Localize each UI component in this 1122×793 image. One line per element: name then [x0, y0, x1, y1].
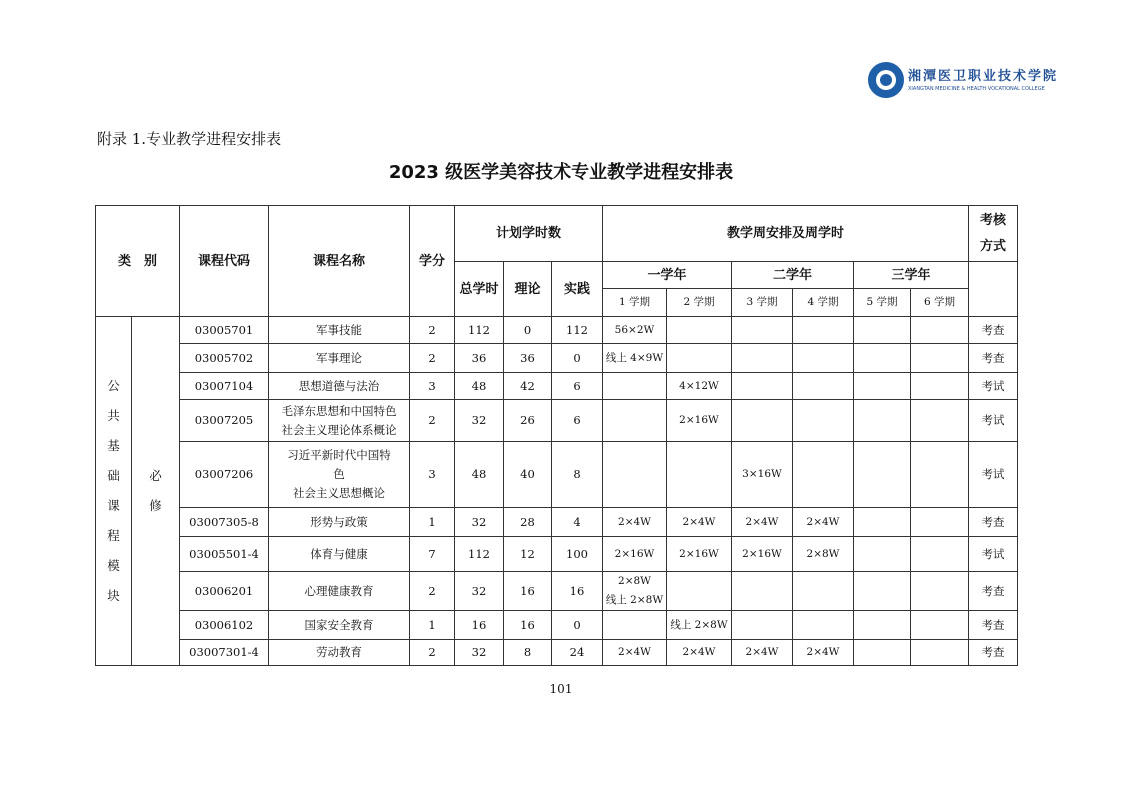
page-title: 2023 级医学美容技术专业教学进程安排表	[388, 162, 734, 183]
course-name-cell	[269, 508, 410, 537]
total-hours: 48	[455, 373, 504, 400]
semester-4-value	[793, 537, 854, 572]
credits: 2	[410, 317, 455, 344]
theory-hours: 8	[504, 640, 552, 666]
semester-value-line: 56×2W	[614, 323, 655, 336]
practice-hours: 6	[552, 373, 603, 400]
semester-1-value	[603, 640, 667, 666]
semester-3-value	[732, 317, 793, 344]
semester-value-line: 2×16W	[679, 414, 719, 426]
exam-method: 考查	[969, 572, 1018, 611]
semester-value-line: 2×4W	[806, 515, 840, 528]
semester-4-value	[793, 611, 854, 640]
semester-6-value	[911, 508, 969, 537]
table-row	[96, 442, 1018, 508]
practice-hours: 100	[552, 537, 603, 572]
semester-value-line: 2×4W	[682, 646, 716, 658]
credits: 2	[410, 640, 455, 666]
semester-1-value	[603, 344, 667, 373]
total-hours: 32	[455, 508, 504, 537]
course-code: 03007305-8	[180, 508, 269, 537]
course-name-cell	[269, 344, 410, 373]
credits: 1	[410, 508, 455, 537]
semester-2-value	[667, 640, 732, 666]
course-code: 03007104	[180, 373, 269, 400]
semester-1-value	[603, 373, 667, 400]
header-semester-5: 5 学期	[854, 289, 911, 317]
theory-hours: 28	[504, 508, 552, 537]
semester-value-line: 2×16W	[679, 547, 719, 560]
module-label-char: 共	[107, 408, 120, 423]
semester-1-value	[603, 537, 667, 572]
course-code: 03007206	[180, 442, 269, 508]
college-name-en: XIANGTAN MEDICINE & HEALTH VOCATIONAL COLLEGE	[908, 86, 1045, 92]
course-name-line: 思想道德与法治	[298, 378, 380, 393]
credits: 3	[410, 442, 455, 508]
semester-6-value	[911, 572, 969, 611]
semester-6-value	[911, 640, 969, 666]
header-exam-method	[969, 206, 1018, 262]
exam-method: 考查	[969, 640, 1018, 666]
semester-1-value	[603, 442, 667, 508]
semester-4-value	[793, 640, 854, 666]
practice-hours: 0	[552, 344, 603, 373]
semester-1-value	[603, 611, 667, 640]
practice-hours: 16	[552, 572, 603, 611]
semester-6-value	[911, 611, 969, 640]
semester-3-value	[732, 344, 793, 373]
credits: 2	[410, 572, 455, 611]
semester-4-value	[793, 508, 854, 537]
header-theory: 理论	[504, 262, 552, 317]
table-row	[96, 373, 1018, 400]
semester-value-line: 线上 4×9W	[605, 351, 664, 364]
semester-value-line: 4×12W	[679, 379, 719, 392]
practice-hours: 8	[552, 442, 603, 508]
semester-5-value	[854, 373, 911, 400]
semester-value-line: 2×4W	[618, 646, 651, 658]
semester-2-value	[667, 611, 732, 640]
semester-2-value	[667, 317, 732, 344]
module-label-cell	[96, 317, 132, 666]
exam-method: 考试	[969, 442, 1018, 508]
table-row	[96, 344, 1018, 373]
course-code: 03007301-4	[180, 640, 269, 666]
course-code: 03006102	[180, 611, 269, 640]
course-name-cell	[269, 640, 410, 666]
semester-5-value	[854, 442, 911, 508]
course-name-line: 军事理论	[316, 350, 362, 365]
semester-3-value	[732, 572, 793, 611]
course-name-line: 形势与政策	[310, 514, 368, 529]
semester-3-value	[732, 508, 793, 537]
exam-method: 考查	[969, 344, 1018, 373]
semester-5-value	[854, 537, 911, 572]
course-name-line: 色	[333, 467, 345, 481]
course-name-line: 社会主义思想概论	[293, 486, 385, 500]
semester-2-value	[667, 572, 732, 611]
semester-value-line: 2×16W	[742, 547, 782, 560]
table-row	[96, 400, 1018, 442]
header-category: 类 别	[96, 206, 180, 317]
theory-hours: 16	[504, 572, 552, 611]
theory-hours: 42	[504, 373, 552, 400]
course-name-cell	[269, 611, 410, 640]
credits: 2	[410, 400, 455, 442]
total-hours: 36	[455, 344, 504, 373]
semester-6-value	[911, 442, 969, 508]
header-semester-2: 2 学期	[667, 289, 732, 317]
course-name-line: 劳动教育	[316, 645, 362, 659]
table-row	[96, 537, 1018, 572]
credits: 2	[410, 344, 455, 373]
course-name-line: 军事技能	[316, 322, 362, 337]
exam-method: 考查	[969, 508, 1018, 537]
exam-method: 考试	[969, 537, 1018, 572]
total-hours: 32	[455, 572, 504, 611]
header-semester-3: 3 学期	[732, 289, 793, 317]
semester-2-value	[667, 400, 732, 442]
header-semester-6: 6 学期	[911, 289, 969, 317]
exam-method: 考试	[969, 373, 1018, 400]
semester-4-value	[793, 572, 854, 611]
table-row	[96, 640, 1018, 666]
semester-value-line: 2×4W	[682, 515, 716, 528]
semester-6-value	[911, 317, 969, 344]
theory-hours: 16	[504, 611, 552, 640]
course-name-line: 习近平新时代中国特	[287, 448, 391, 462]
semester-3-value	[732, 400, 793, 442]
practice-hours: 4	[552, 508, 603, 537]
header-semester-4: 4 学期	[793, 289, 854, 317]
module-label-char: 础	[107, 468, 120, 483]
course-code: 03005501-4	[180, 537, 269, 572]
total-hours: 112	[455, 317, 504, 344]
table-row	[96, 611, 1018, 640]
semester-4-value	[793, 373, 854, 400]
semester-4-value	[793, 344, 854, 373]
semester-4-value	[793, 400, 854, 442]
practice-hours: 0	[552, 611, 603, 640]
semester-value-line: 3×16W	[742, 468, 782, 480]
semester-3-value	[732, 373, 793, 400]
header-total-hours: 总学时	[455, 262, 504, 317]
semester-5-value	[854, 611, 911, 640]
credits: 3	[410, 373, 455, 400]
semester-value-line: 2×4W	[745, 646, 779, 658]
semester-2-value	[667, 508, 732, 537]
header-exam-line1: 考核	[979, 212, 1006, 228]
header-year-3: 三学年	[854, 262, 969, 289]
credits: 1	[410, 611, 455, 640]
theory-hours: 0	[504, 317, 552, 344]
course-code: 03007205	[180, 400, 269, 442]
semester-2-value	[667, 373, 732, 400]
semester-3-value	[732, 442, 793, 508]
page-number: 101	[549, 682, 573, 696]
semester-1-value	[603, 400, 667, 442]
college-logo	[868, 62, 1059, 106]
semester-5-value	[854, 317, 911, 344]
course-name-cell	[269, 442, 410, 508]
course-name-line: 体育与健康	[310, 546, 368, 561]
course-name-cell	[269, 537, 410, 572]
course-name-line: 毛泽东思想和中国特色	[281, 403, 397, 418]
course-name-line: 社会主义理论体系概论	[281, 422, 397, 437]
module-label-char: 块	[107, 588, 120, 603]
semester-2-value	[667, 442, 732, 508]
header-year-2: 二学年	[732, 262, 854, 289]
semester-3-value	[732, 640, 793, 666]
required-label-char: 修	[149, 498, 162, 513]
module-label-char: 程	[107, 528, 120, 543]
course-name-cell	[269, 373, 410, 400]
theory-hours: 36	[504, 344, 552, 373]
college-name-cn: 湘潭医卫职业技术学院	[908, 69, 1059, 84]
required-label-char: 必	[149, 468, 162, 483]
header-exam-blank	[969, 262, 1018, 317]
credits: 7	[410, 537, 455, 572]
course-name-line: 心理健康教育	[304, 583, 374, 598]
course-code: 03005701	[180, 317, 269, 344]
college-seal-icon	[868, 62, 904, 98]
semester-5-value	[854, 640, 911, 666]
exam-method: 考试	[969, 400, 1018, 442]
practice-hours: 24	[552, 640, 603, 666]
semester-value-line: 线上 2×8W	[670, 618, 728, 631]
header-exam-line2: 方式	[979, 238, 1006, 254]
semester-5-value	[854, 344, 911, 373]
semester-2-value	[667, 537, 732, 572]
total-hours: 16	[455, 611, 504, 640]
semester-1-value	[603, 508, 667, 537]
total-hours: 48	[455, 442, 504, 508]
semester-value-line: 2×16W	[614, 547, 655, 560]
header-credits: 学分	[410, 206, 455, 317]
semester-4-value	[793, 442, 854, 508]
module-label-char: 模	[107, 558, 120, 573]
header-weekly-schedule: 教学周安排及周学时	[603, 206, 969, 262]
total-hours: 32	[455, 400, 504, 442]
required-label-cell	[132, 317, 180, 666]
course-name-cell	[269, 572, 410, 611]
semester-1-value	[603, 572, 667, 611]
semester-3-value	[732, 611, 793, 640]
semester-6-value	[911, 373, 969, 400]
semester-1-value	[603, 317, 667, 344]
course-name-cell	[269, 317, 410, 344]
module-label-char: 公	[107, 378, 120, 393]
teaching-plan-table	[95, 205, 1018, 666]
semester-4-value	[793, 317, 854, 344]
semester-value-line: 2×4W	[806, 646, 840, 658]
semester-value-line: 2×4W	[618, 515, 651, 528]
semester-3-value	[732, 537, 793, 572]
table-row	[96, 572, 1018, 611]
course-name-line: 国家安全教育	[304, 617, 374, 632]
table-row	[96, 508, 1018, 537]
course-code: 03005702	[180, 344, 269, 373]
semester-6-value	[911, 344, 969, 373]
header-practice: 实践	[552, 262, 603, 317]
theory-hours: 12	[504, 537, 552, 572]
module-label-char: 课	[107, 498, 120, 513]
total-hours: 32	[455, 640, 504, 666]
semester-6-value	[911, 400, 969, 442]
theory-hours: 26	[504, 400, 552, 442]
course-name-cell	[269, 400, 410, 442]
table-row	[96, 317, 1018, 344]
header-planned-hours: 计划学时数	[455, 206, 603, 262]
practice-hours: 6	[552, 400, 603, 442]
header-semester-1: 1 学期	[603, 289, 667, 317]
header-year-1: 一学年	[603, 262, 732, 289]
module-label-char: 基	[107, 438, 120, 453]
semester-value-line: 线上 2×8W	[605, 594, 664, 606]
total-hours: 112	[455, 537, 504, 572]
course-code: 03006201	[180, 572, 269, 611]
header-course-code: 课程代码	[180, 206, 269, 317]
appendix-label: 附录 1.专业教学进程安排表	[97, 130, 282, 148]
semester-5-value	[854, 508, 911, 537]
semester-6-value	[911, 537, 969, 572]
semester-2-value	[667, 344, 732, 373]
semester-value-line: 2×8W	[618, 575, 651, 587]
semester-value-line: 2×4W	[745, 515, 779, 528]
exam-method: 考查	[969, 317, 1018, 344]
semester-value-line: 2×8W	[806, 547, 840, 560]
semester-5-value	[854, 400, 911, 442]
theory-hours: 40	[504, 442, 552, 508]
practice-hours: 112	[552, 317, 603, 344]
exam-method: 考查	[969, 611, 1018, 640]
semester-5-value	[854, 572, 911, 611]
header-course-name: 课程名称	[269, 206, 410, 317]
